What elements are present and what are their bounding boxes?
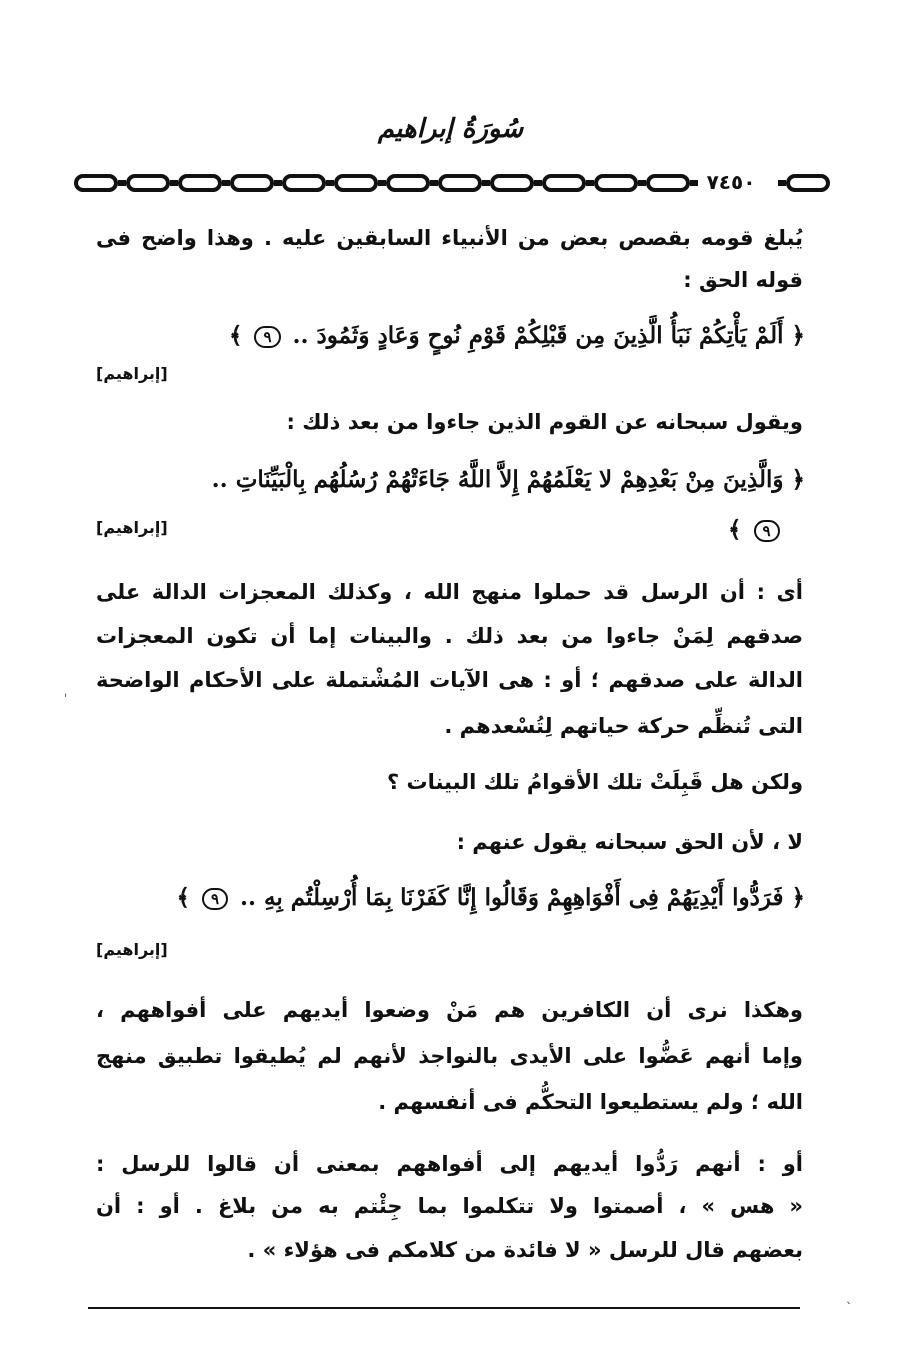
footer-rule: [88, 1307, 800, 1309]
verse-3-source: [إبراهيم]: [96, 940, 168, 959]
paragraph-1-line-1: يُبلغ قومه بقصص بعض من الأنبياء السابقين عليه . وهذا واضح فى: [96, 226, 803, 250]
verse-1-number: ٩: [254, 326, 280, 348]
paragraph-3-line-2: صدقهم لِمَنْ جاءوا من بعد ذلك . والبينات إما أن تكون المعجزات: [96, 624, 803, 648]
paragraph-6-line-1: وهكذا نرى أن الكافرين هم مَنْ وضعوا أيديهم على أفواههم ،: [96, 998, 803, 1022]
verse-3-number: ٩: [202, 888, 228, 910]
margin-speck: ˎ: [846, 1290, 852, 1304]
paragraph-5-line-1: لا ، لأن الحق سبحانه يقول عنهم :: [456, 830, 803, 854]
paragraph-7-line-1: أو : أنهم رَدُّوا أيديهم إلى أفواههم بمعنى أن قالوا للرسل :: [96, 1152, 803, 1176]
page-number: ٧٤٥٠: [700, 170, 762, 194]
quran-verse-2-line-1: ﴿ وَالَّذِينَ مِنْ بَعْدِهِمْ لا يَعْلَمُهُمْ إِلاَّ اللَّهُ جَاءَتْهُمْ رُسُلُهُم بِالْبَيِّنَاتِ ..: [211, 466, 805, 493]
verse-2-source: [إبراهيم]: [96, 518, 168, 537]
paragraph-3-line-1: أى : أن الرسل قد حملوا منهج الله ، وكذلك المعجزات الدالة على: [96, 580, 803, 604]
paragraph-6-line-2: وإما أنهم عَضُّوا على الأيدى بالنواجذ لأنهم لم يُطيقوا تطبيق منهج: [96, 1044, 803, 1068]
quran-verse-1: [96, 318, 805, 354]
margin-speck: ˈ: [64, 692, 68, 706]
quran-verse-3: [96, 880, 805, 916]
verse-1-source: [إبراهيم]: [96, 364, 168, 383]
paragraph-3-line-4: التى تُنظِّم حركة حياتهم لِتُسْعدهم .: [444, 714, 803, 738]
verse-2-number: ٩: [754, 520, 780, 542]
verse-3-text: ﴿ فَرَدُّوا أَيْدِيَهُمْ فِى أَفْوَاهِهِمْ وَقَالُوا إِنَّا كَفَرْنَا بِمَا أُرْسِلْتُم بِهِ ..: [240, 884, 805, 911]
paragraph-7-line-3: بعضهم قال للرسل « لا فائدة من كلامكم فى هؤلاء » .: [247, 1238, 803, 1262]
paragraph-2-line-1: ويقول سبحانه عن القوم الذين جاءوا من بعد ذلك :: [286, 410, 803, 434]
paragraph-3-line-3: الدالة على صدقهم ؛ أو : هى الآيات المُشْتملة على الأحكام الواضحة: [96, 668, 803, 692]
verse-3-close-bracket: ﴾: [176, 884, 190, 911]
paragraph-1-line-2: قوله الحق :: [683, 268, 803, 292]
verse-2-ending: [728, 512, 784, 548]
paragraph-6-line-3: الله ؛ ولم يستطيعوا التحكُّم فى أنفسهم .: [378, 1090, 803, 1114]
paragraph-4-line-1: ولكن هل قَبِلَتْ تلك الأقوامُ تلك البينات ؟: [387, 770, 803, 794]
verse-2-close-bracket: ﴾: [728, 516, 742, 543]
surah-title: سُورَةُ إبراهيم: [377, 114, 524, 144]
verse-1-text: ﴿ أَلَمْ يَأْتِكُمْ نَبَأُ الَّذِينَ مِن قَبْلِكُمْ قَوْمِ نُوحٍ وَعَادٍ وَثَمُودَ ..: [292, 322, 805, 349]
paragraph-7-line-2: « هس » ، أصمتوا ولا تتكلموا بما جِئْتم به من بلاغ . أو : أن: [96, 1194, 803, 1218]
verse-1-close-bracket: ﴾: [228, 322, 243, 349]
